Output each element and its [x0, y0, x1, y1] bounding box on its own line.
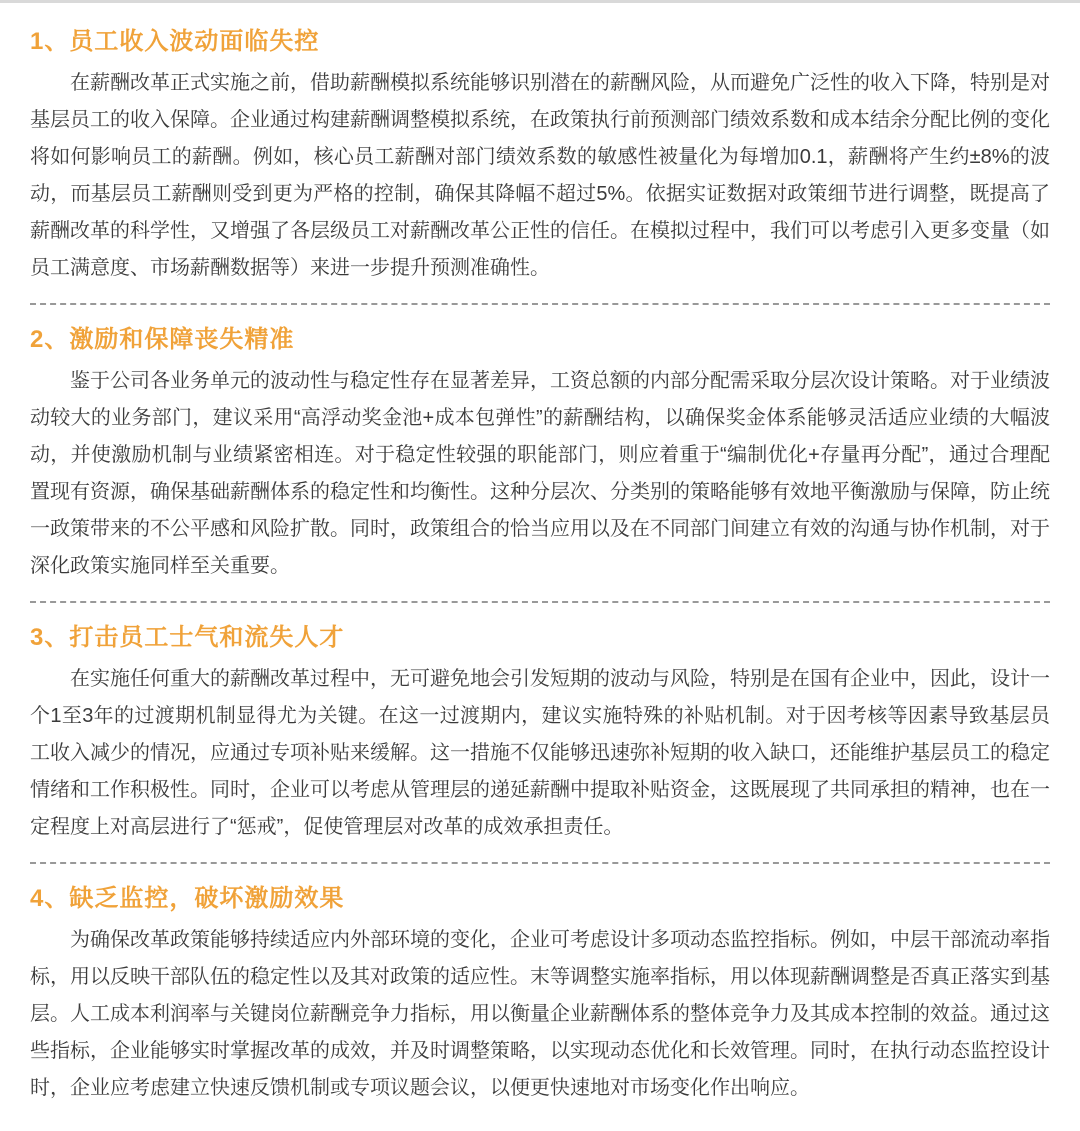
section-2-heading: 2、激励和保障丧失精准: [30, 326, 295, 353]
section-4-body: 为确保改革政策能够持续适应内外部环境的变化，企业可考虑设计多项动态监控指标。例如，中层干部流动率指标，用以反映干部队伍的稳定性以及其对政策的适应性。末等调整实施率指标，用以体现薪酬调整是否真正落实到基层。人工成本利润率与关键岗位薪酬竞争力指标，用以衡量企业薪酬体系的整体竞争力及其成本控制的效益。通过这些指标，企业能够实时掌握改革的成效，并及时调整策略，以实现动态优化和长效管理。同时，在执行动态监控设计时，企业应考虑建立快速反馈机制或专项议题会议，以便更快速地对市场变化作出响应。: [30, 929, 1050, 1099]
section-divider-2: [30, 601, 1050, 603]
section-2-body: 鉴于公司各业务单元的波动性与稳定性存在显著差异，工资总额的内部分配需采取分层次设计策略。对于业绩波动较大的业务部门，建议采用“高浮动奖金池+成本包弹性”的薪酬结构，以确保奖金体系能够灵活适应业绩的大幅波动，并使激励机制与业绩紧密相连。对于稳定性较强的职能部门，则应着重于“编制优化+存量再分配”，通过合理配置现有资源，确保基础薪酬体系的稳定性和均衡性。这种分层次、分类别的策略能够有效地平衡激励与保障，防止统一政策带来的不公平感和风险扩散。同时，政策组合的恰当应用以及在不同部门间建立有效的沟通与协作机制，对于深化政策实施同样至关重要。: [30, 370, 1050, 577]
section-divider-3: [30, 862, 1050, 864]
section-4-heading: 4、缺乏监控，破坏激励效果: [30, 885, 345, 912]
document-page: [0, 3, 1080, 1131]
section-4: [30, 884, 1050, 1107]
section-3: [30, 623, 1050, 846]
section-1-body: 在薪酬改革正式实施之前，借助薪酬模拟系统能够识别潜在的薪酬风险，从而避免广泛性的收入下降，特别是对基层员工的收入保障。企业通过构建薪酬调整模拟系统，在政策执行前预测部门绩效系数和成本结余分配比例的变化将如何影响员工的薪酬。例如，核心员工薪酬对部门绩效系数的敏感性被量化为每增加0.1，薪酬将产生约±8%的波动，而基层员工薪酬则受到更为严格的控制，确保其降幅不超过5%。依据实证数据对政策细节进行调整，既提高了薪酬改革的科学性，又增强了各层级员工对薪酬改革公正性的信任。在模拟过程中，我们可以考虑引入更多变量（如员工满意度、市场薪酬数据等）来进一步提升预测准确性。: [30, 72, 1050, 279]
section-1-heading: 1、员工收入波动面临失控: [30, 28, 320, 55]
section-divider-1: [30, 303, 1050, 305]
section-2: [30, 325, 1050, 585]
section-3-body: 在实施任何重大的薪酬改革过程中，无可避免地会引发短期的波动与风险，特别是在国有企业中，因此，设计一个1至3年的过渡期机制显得尤为关键。在这一过渡期内，建议实施特殊的补贴机制。对于因考核等因素导致基层员工收入减少的情况，应通过专项补贴来缓解。这一措施不仅能够迅速弥补短期的收入缺口，还能维护基层员工的稳定情绪和工作积极性。同时，企业可以考虑从管理层的递延薪酬中提取补贴资金，这既展现了共同承担的精神，也在一定程度上对高层进行了“惩戒”，促使管理层对改革的成效承担责任。: [30, 668, 1050, 838]
section-1: [30, 27, 1050, 287]
section-3-heading: 3、打击员工士气和流失人才: [30, 624, 345, 651]
